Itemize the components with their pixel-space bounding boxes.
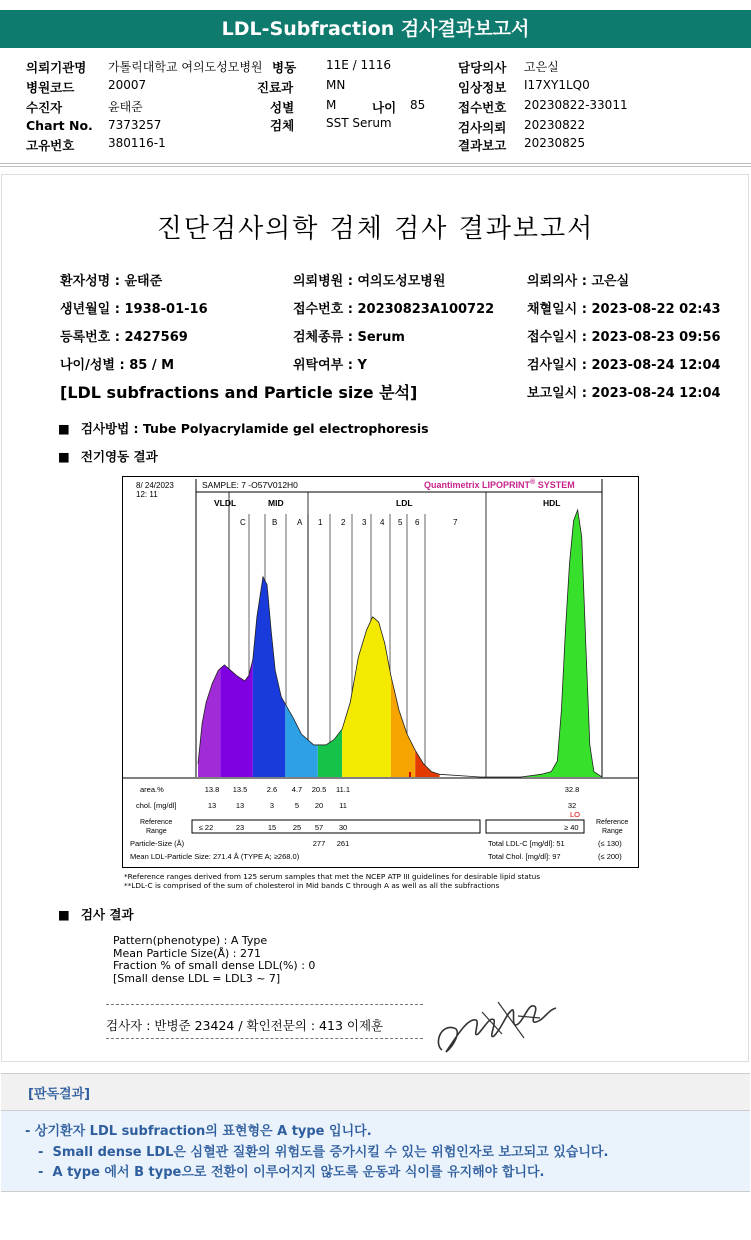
info-value: 85 [410, 98, 426, 112]
hdl-ref-value: ≥ 40 [564, 823, 579, 832]
band-label: A [297, 518, 303, 527]
info-value: 20007 [108, 78, 147, 92]
ref-value: 23 [235, 823, 245, 832]
ref-value: ≤ 22 [198, 823, 214, 832]
info-label: 성별 [270, 100, 295, 115]
bullet-square: ■ [58, 907, 70, 922]
band-group-label: LDL [396, 498, 413, 508]
info-value: 380116-1 [108, 136, 166, 150]
patient-field: 등록번호 : 2427569 [60, 330, 188, 345]
bullet-square: ■ [58, 421, 70, 436]
area-value: 13.8 [204, 785, 220, 794]
physician-signature [432, 994, 562, 1060]
particle-size-label: Particle-Size (Å) [130, 839, 185, 848]
particle-size-value: 261 [336, 839, 350, 848]
divider [0, 166, 751, 167]
ref-value: 25 [292, 823, 302, 832]
mean-particle-size: Mean LDL-Particle Size: 271.4 Å (TYPE A; ≥268.0) [130, 852, 300, 861]
info-label: 검체 [270, 118, 295, 133]
patient-field: 의뢰의사 : 고은실 [527, 274, 630, 289]
hdl-ref-label-1: Reference [596, 819, 629, 826]
chol-value: 13 [207, 801, 217, 810]
info-value: 11E / 1116 [326, 58, 392, 72]
info-value: SST Serum [326, 116, 392, 130]
info-value: 20230825 [524, 136, 586, 150]
footnote-2: **LDL-C is comprised of the sum of cholesterol in Mid bands C through A as well as all the subfractions [124, 881, 500, 890]
band-group-label: VLDL [214, 498, 237, 508]
chol-value: 32 [567, 801, 577, 810]
info-label: 고유번호 [26, 138, 75, 153]
chart-date: 8/ 24/2023 [136, 481, 174, 490]
info-value: MN [326, 78, 346, 92]
signoff-line: 검사자 : 반병준 23424 / 확인전문의 : 413 이제훈 [106, 1018, 384, 1033]
method-text: 검사방법 : Tube Polyacrylamide gel electrophoresis [80, 421, 429, 436]
area-value: 32.8 [564, 785, 580, 794]
footnote-1: *Reference ranges derived from 125 serum samples that met the NCEP ATP III guidelines for desirable lipid status [124, 872, 540, 881]
hdl-low-flag: LO [570, 810, 581, 819]
info-label: 진료과 [257, 80, 294, 95]
info-value: 20230822 [524, 118, 586, 132]
chol-value: 20 [314, 801, 324, 810]
info-label: 검사의뢰 [458, 120, 507, 135]
chol-value: 3 [269, 801, 275, 810]
patient-field: 접수일시 : 2023-08-23 09:56 [527, 330, 721, 345]
band-label: 7 [453, 518, 458, 527]
band-label: 5 [398, 518, 403, 527]
info-value: I17XY1LQ0 [524, 78, 590, 92]
result-line: Pattern(phenotype) : A Type [113, 934, 268, 947]
chol-row-label: chol. [mg/dl] [136, 801, 177, 810]
result-line: [Small dense LDL = LDL3 ~ 7] [113, 971, 281, 985]
patient-field: 검체종류 : Serum [293, 330, 405, 345]
info-label: 수진자 [26, 100, 63, 115]
chol-value: 11 [339, 801, 347, 810]
info-label: 임상정보 [458, 80, 507, 95]
result-line: Fraction % of small dense LDL(%) : 0 [113, 959, 316, 972]
interpretation-line: - Small dense LDL은 심혈관 질환의 위험도를 증가시킬 수 있는 위험인자로 보고되고 있습니다. [29, 1145, 609, 1160]
ref-value: 15 [267, 823, 277, 832]
interpretation-line: - A type 에서 B type으로 전환이 이루어지지 않도록 운동과 식이를 유지해야 합니다. [29, 1165, 545, 1180]
patient-field: 환자성명 : 윤태준 [60, 274, 163, 289]
sample-id: SAMPLE: 7 -O57V012H0 [202, 480, 298, 490]
info-value: M [326, 98, 337, 112]
analysis-section-heading: [LDL subfractions and Particle size 분석] [60, 383, 418, 402]
area-row-label: area.% [140, 785, 164, 794]
band-group-label: MID [268, 498, 284, 508]
info-label: 접수번호 [458, 100, 507, 115]
info-label: 병원코드 [26, 80, 75, 95]
info-label: 결과보고 [458, 138, 507, 153]
signoff-rule-top [106, 1004, 423, 1005]
total-chol-ref: (≤ 200) [598, 852, 622, 861]
ref-label-2: Range [146, 828, 167, 835]
info-label: 병동 [272, 60, 297, 75]
band-label: 1 [318, 518, 323, 527]
brand-name: Quantimetrix LIPOPRINT [424, 480, 531, 490]
divider [0, 163, 751, 164]
electrophoresis-bullet [58, 446, 158, 465]
interpretation-title: [판독결과] [28, 1087, 91, 1102]
signoff-rule-bottom [106, 1038, 423, 1039]
bullet-square: ■ [58, 449, 70, 464]
area-value: 4.7 [291, 785, 303, 794]
patient-field: 채혈일시 : 2023-08-22 02:43 [527, 302, 721, 317]
info-label: 나이 [372, 100, 397, 115]
info-label: 담당의사 [458, 60, 507, 75]
patient-field: 보고일시 : 2023-08-24 12:04 [527, 386, 721, 401]
ref-value: 57 [314, 823, 324, 832]
report-header-title: LDL-Subfraction 검사결과보고서 [0, 10, 751, 48]
chol-value: 5 [294, 801, 300, 810]
ref-label-1: Reference [140, 819, 173, 826]
interpretation-body [1, 1111, 750, 1192]
band-group-label: HDL [543, 498, 561, 508]
interpretation-line: - 상기환자 LDL subfraction의 표현형은 A type 입니다. [25, 1124, 372, 1139]
area-value: 11.1 [335, 785, 351, 794]
result-bullet [58, 904, 134, 923]
patient-field: 나이/성별 : 85 / M [60, 358, 175, 373]
result-heading: 검사 결과 [80, 907, 134, 922]
info-value: 고은실 [524, 60, 559, 74]
patient-field: 위탁여부 : Y [293, 358, 367, 373]
hdl-ref-label-2: Range [602, 828, 623, 835]
info-label: Chart No. [26, 118, 93, 133]
area-value: 2.6 [266, 785, 278, 794]
band-label: 6 [415, 518, 420, 527]
band-label: C [240, 518, 246, 527]
info-value: 7373257 [108, 118, 162, 132]
total-chol: Total Chol. [mg/dl]: 97 [488, 852, 561, 861]
interpretation-title-bar [1, 1073, 750, 1111]
area-value: 20.5 [311, 785, 327, 794]
patient-field: 생년월일 : 1938-01-16 [60, 302, 208, 317]
minor-peak-mark [409, 772, 411, 777]
patient-field: 접수번호 : 20230823A100722 [293, 302, 495, 317]
result-summary [113, 935, 315, 985]
result-line: Mean Particle Size(Å) : 271 [113, 946, 261, 960]
area-value: 13.5 [232, 785, 248, 794]
total-ldl-ref: (≤ 130) [598, 839, 622, 848]
brand-suffix: SYSTEM [535, 480, 575, 490]
method-bullet [58, 418, 429, 437]
lipoprint-electrophoresis-chart [122, 476, 640, 870]
band-label: 2 [341, 518, 346, 527]
document-title: 진단검사의학 검체 검사 결과보고서 [156, 214, 595, 244]
info-value: 20230822-33011 [524, 98, 628, 112]
chol-value: 13 [235, 801, 245, 810]
info-label: 의뢰기관명 [26, 60, 87, 75]
band-label: 4 [380, 518, 385, 527]
band-label: B [272, 518, 278, 527]
ref-value: 30 [338, 823, 348, 832]
system-brand [424, 478, 575, 490]
brand-mark: ® [530, 479, 536, 486]
band-label: 3 [362, 518, 367, 527]
electrophoresis-heading: 전기영동 결과 [80, 449, 158, 464]
info-value: 가톨릭대학교 여의도성모병원 [108, 60, 263, 74]
chart-time: 12: 11 [136, 490, 158, 499]
chart-footnotes [124, 872, 540, 890]
info-value: 윤태준 [108, 100, 143, 114]
total-ldl: Total LDL-C [mg/dl]: 51 [488, 839, 565, 848]
patient-field: 의뢰병원 : 여의도성모병원 [293, 274, 446, 289]
patient-field: 검사일시 : 2023-08-24 12:04 [527, 358, 721, 373]
particle-size-value: 277 [312, 839, 326, 848]
